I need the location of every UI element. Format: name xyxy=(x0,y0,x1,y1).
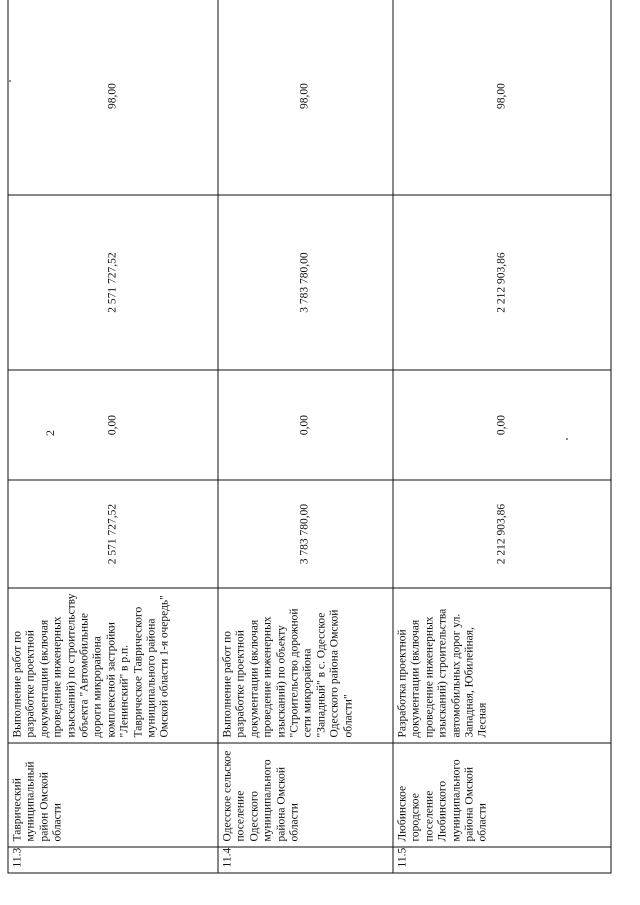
row-code: 11.3 xyxy=(8,847,218,873)
local-budget-cell: 0,00 xyxy=(8,370,218,480)
page-number: 2 xyxy=(43,430,57,436)
row-code: 11.4 xyxy=(218,847,393,873)
table-row xyxy=(393,0,611,873)
municipality-cell: Любинское городское поселение Любинского муниципального района Омской области xyxy=(393,743,611,847)
funding-table xyxy=(8,0,612,874)
rotated-table-wrapper xyxy=(8,0,611,874)
percent-cell: 98,00 xyxy=(218,0,393,195)
description-cell: Выполнение работ по разработке проектной документации (включая проведение инженерных изысканий) по строительству объекта "Автомобильные дороги микрорайона комплексной застройки "Ленинский" в р.п. Таврическое Таврического муниципального района Омской области 1-я очередь" xyxy=(8,588,218,743)
description-cell: Выполнение работ по разработке проектной документации (включая проведение инженерных изысканий) по объекту "Строительство дорожной сети микрорайона "Западный" в с. Одесское Одесского района Омской области" xyxy=(218,588,393,743)
total-cell: 3 783 780,00 xyxy=(218,480,393,588)
local-budget-cell: 0,00 xyxy=(393,370,611,480)
scan-speck xyxy=(566,438,568,440)
local-budget-cell: 0,00 xyxy=(218,370,393,480)
total-cell: 2 571 727,52 xyxy=(8,480,218,588)
table-row xyxy=(8,0,218,873)
regional-budget-cell: 2 212 903,86 xyxy=(393,195,611,370)
municipality-cell: Таврический муниципальный район Омской области xyxy=(8,743,218,847)
row-code: 11.5 xyxy=(393,847,611,873)
table-row xyxy=(218,0,393,873)
description-cell: Разработка проектной документации (включая проведение инженерных изысканий) строительства автомобильных дорог ул. Западная, Юбилейная, Лесная xyxy=(393,588,611,743)
percent-cell: 98,00 xyxy=(393,0,611,195)
scan-speck xyxy=(9,80,11,82)
percent-cell: 98,00 xyxy=(8,0,218,195)
regional-budget-cell: 3 783 780,00 xyxy=(218,195,393,370)
total-cell: 2 212 903,86 xyxy=(393,480,611,588)
municipality-cell: Одесское сельское поселение Одесского муниципального района Омской области xyxy=(218,743,393,847)
regional-budget-cell: 2 571 727,52 xyxy=(8,195,218,370)
